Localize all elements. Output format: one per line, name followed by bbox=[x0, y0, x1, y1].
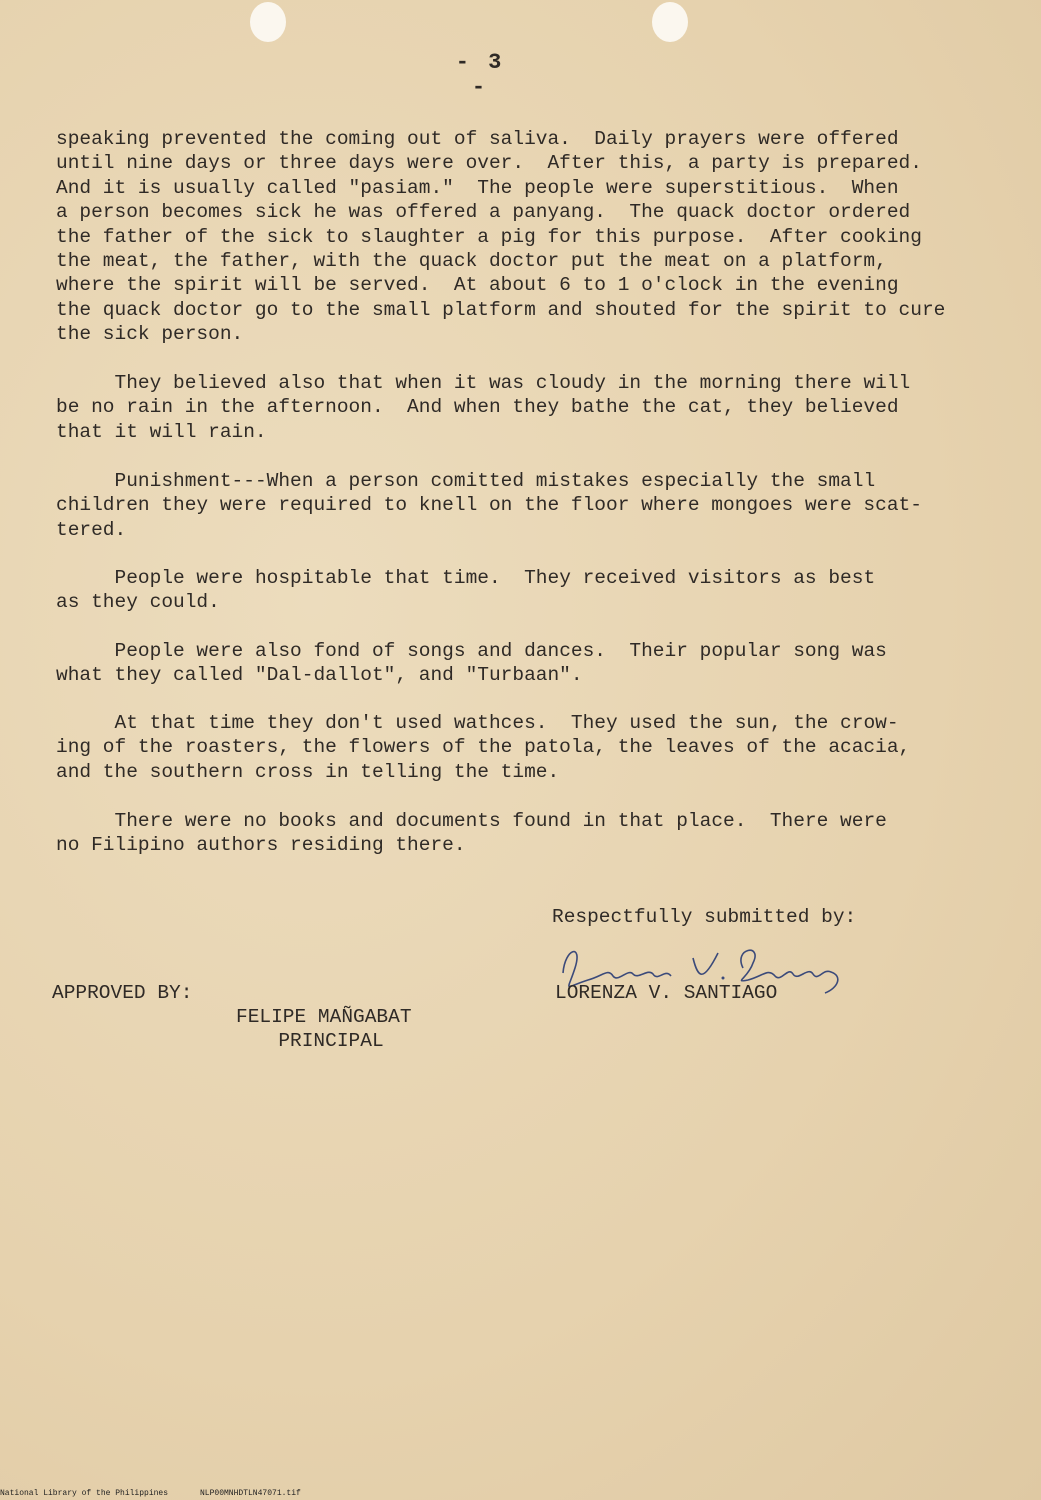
principal-title: PRINCIPAL bbox=[278, 1030, 384, 1052]
approved-by-label: APPROVED BY: bbox=[52, 982, 193, 1004]
signatory-name: LORENZA V. SANTIAGO bbox=[555, 982, 778, 1004]
paragraph: At that time they don't used wathces. They used the sun, the crow- ing of the roasters, the flowers of the patola, the leaves of the acacia, and the southern cross in telling the time. bbox=[56, 712, 911, 783]
principal-name: FELIPE MAÑGABAT bbox=[236, 1006, 412, 1028]
paragraph: speaking prevented the coming out of saliva. Daily prayers were offered until nine days or three days were over. After this, a party is prepared. And it is usually called "pasiam." The people were superstitious. When a person becomes sick he was offered a panyang. The quack doctor ordered the father of the sick to slaughter a pig for this purpose. After cooking the meat, the father, with the quack doctor put the meat on a platform, where the spirit will be served. At about 6 to 1 o'clock in the evening the quack doctor go to the small platform and shouted for the spirit to cure the sick person. bbox=[56, 128, 946, 346]
punch-hole bbox=[652, 2, 688, 42]
footer-library-label: National Library of the Philippines bbox=[0, 1489, 169, 1498]
respectfully-submitted-label: Respectfully submitted by: bbox=[552, 906, 857, 928]
punch-hole bbox=[250, 2, 286, 42]
paragraph: People were also fond of songs and dances. Their popular song was what they called "Dal-dallot", and "Turbaan". bbox=[56, 640, 887, 687]
paragraph: Punishment---When a person comitted mistakes especially the small children they were required to knell on the floor where mongoes were scat- tered. bbox=[56, 470, 922, 541]
footer-file-id: NLP00MNHDTLN47071.tif bbox=[200, 1489, 301, 1498]
paragraph: There were no books and documents found in that place. There were no Filipino authors residing there. bbox=[56, 810, 887, 857]
paragraph: They believed also that when it was cloudy in the morning there will be no rain in the afternoon. And when they bathe the cat, they believed that it will rain. bbox=[56, 372, 911, 443]
page-number: - 3 - bbox=[455, 50, 505, 100]
paragraph: People were hospitable that time. They received visitors as best as they could. bbox=[56, 567, 876, 614]
